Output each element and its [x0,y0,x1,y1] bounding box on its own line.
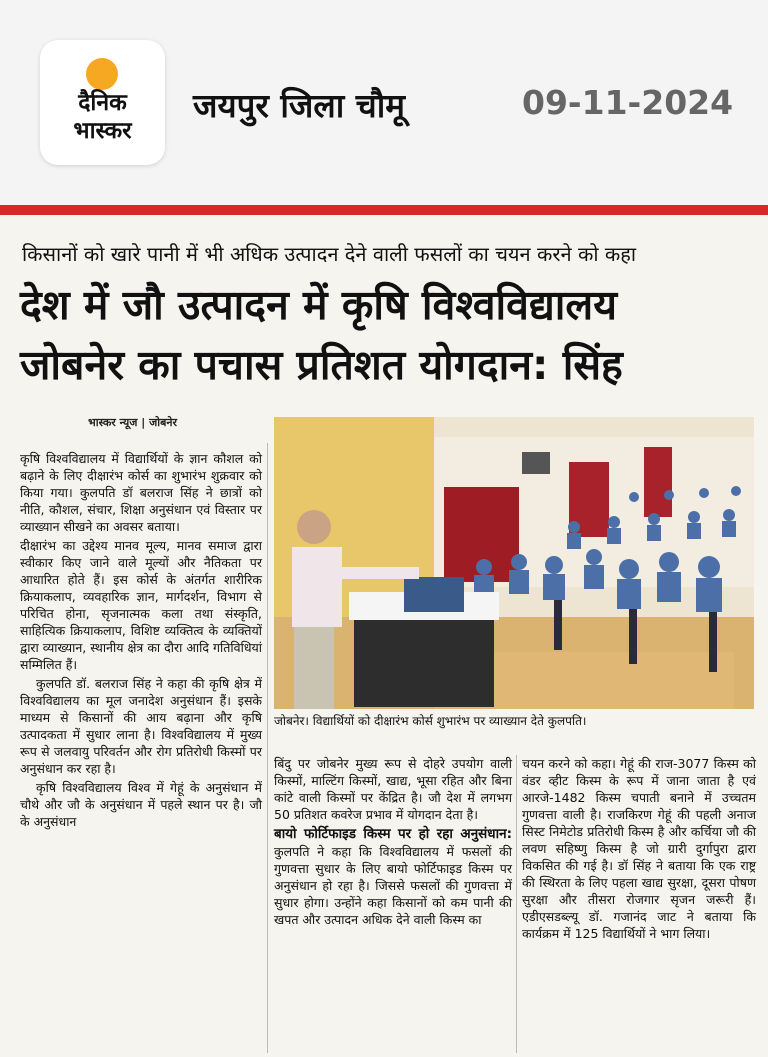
column-divider [516,755,517,1053]
paragraph-text: कुलपति ने कहा कि विश्वविद्यालय में फसलों की गुणवत्ता सुधार के लिए बायो फोर्टिफाइड किस्म पर अनुसंधान हो रहा है। जिससे फसलों की गुणवत्ता में सुधार होगा। उन्होंने कहा किसानों को कम पानी की खपत और उत्पादन अधिक देने वाली किस्म का [274,844,512,927]
edition-date: 09-11-2024 [522,83,734,122]
logo-text-line1: दैनिक [78,90,127,116]
paragraph: चयन करने को कहा। गेहूं की राज-3077 किस्म को वंडर व्हीट किस्म के रूप में जाना जाता है एवं आरजे-1482 किस्म चपाती बनाने में उच्चतम गुणवत्ता वाली है। राजकिरण गेहूं की पहली अनाज सिस्ट निमेटोड प्रतिरोधी किस्म है और कर्चिया जौ की लवण सहिष्णु किस्म है जो ग्रारी दुर्गापुरा द्वारा विकसित की गई है। डॉ सिंह ने बताया कि एक राष्ट्र की स्थिरता के लिए पहला खाद्य सुरक्षा, दूसरा पोषण सुरक्षा और तीसरा रोजगार सृजन जरूरी हैं। एडीएसडब्ल्यू डॉ. गजानंद जाट ने बताया कि कार्यक्रम में 125 विद्यार्थियों ने भाग लिया। [522,756,756,941]
paragraph: दीक्षारंभ का उद्देश्य मानव मूल्य, मानव समाज द्वारा स्वीकार किए जाने वाले मूल्यों और नैतिकता पर आधारित होते हैं। इस कोर्स के अंतर्गत शारीरिक क्रियाकलाप, व्यवहारिक ज्ञान, मार्गदर्शन, विभाग से परिचित होना, सृजनात्मक कला तथा संस्कृति, साहित्यिक क्रियाकलाप, विशिष्ट व्यक्तित्व के व्यक्तियों द्वारा व्याख्यान, स्थानीय क्षेत्र का दौरा आदि गतिविधियां सम्मिलित हैं। [20,538,262,672]
article-column-2 [274,755,512,930]
header-divider [0,205,768,215]
news-clipping [0,215,768,1057]
paragraph: बिंदु पर जोबनेर मुख्य रूप से दोहरे उपयोग वाली किस्मों, माल्टिंग किस्मों, खाद्य, भूसा रहित और बिना कांटे वाली किस्मों पर केंद्रित है। जौ देश में लगभग 50 प्रतिशत कवरेज प्रभाव में योगदान देता है। [274,756,512,822]
edition-name: जयपुर जिला चौमू [193,86,406,125]
article-kicker: किसानों को खारे पानी में भी अधिक उत्पादन देने वाली फसलों का चयन करने को कहा [22,242,637,266]
app-header [0,0,768,205]
subheading: बायो फोर्टिफाइड किस्म पर हो रहा अनुसंधान: [274,826,512,842]
article-byline: भास्कर न्यूज | जोबनेर [88,416,177,429]
classroom-photo [274,417,754,709]
paragraph: कुलपति डॉ. बलराज सिंह ने कहा की कृषि क्षेत्र में विश्वविद्यालय का मूल जनादेश अनुसंधान हैं। इसके माध्यम से किसानों की आय बढ़ाना और कृषि उत्पादकता में सुधार लाना है। विश्वविद्यालय में मुख्य रूप से जलवायु परिवर्तन और रोग प्रतिरोधी किस्मों पर अनुसंधान कर रहा है। [20,676,262,776]
column-divider [267,443,268,1053]
headline-line-1: देश में जौ उत्पादन में कृषि विश्वविद्यालय [20,281,617,329]
article-headline [20,275,760,395]
paragraph [274,825,512,928]
paragraph: कृषि विश्वविद्यालय में विद्यार्थियों के ज्ञान कौशल को बढ़ाने के लिए दीक्षारंभ कोर्स का शुभारंभ शुक्रवार को किया गया। कुलपति डॉ बलराज सिंह ने छात्रों को नीति, कौशल, संचार, शिक्षा अनुसंधान एवं विस्तार पर व्याख्यान सीखने का अवसर बताया। [20,451,262,534]
article-column-3 [522,755,756,944]
headline-line-2: जोबनेर का पचास प्रतिशत योगदान: सिंह [20,341,623,389]
sun-icon [86,58,118,90]
logo-text-line2: भास्कर [73,118,132,144]
paragraph: कृषि विश्वविद्यालय विश्व में गेहूं के अनुसंधान में चौथे और जौ के अनुसंधान में पहले स्थान पर है। जौ के अनुसंधान [20,780,262,829]
photo-caption: जोबनेर। विद्यार्थियों को दीक्षारंभ कोर्स शुभारंभ पर व्याख्यान देते कुलपति। [274,714,587,728]
article-photo [274,417,754,709]
article-column-1 [20,450,262,832]
dainik-bhaskar-logo[interactable] [40,40,165,165]
